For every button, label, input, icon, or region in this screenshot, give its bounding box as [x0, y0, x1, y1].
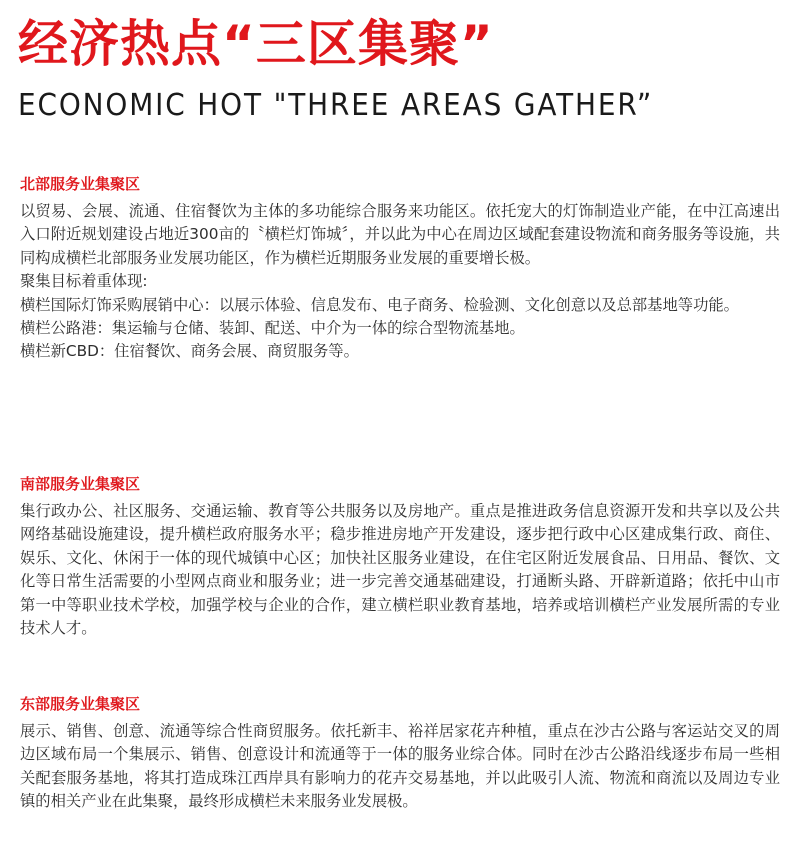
section-heading: 北部服务业集聚区: [20, 175, 141, 193]
goal-item-highway-port: 横栏公路港：集运输与仓储、装卸、配送、中介为一体的综合型物流基地。: [20, 319, 525, 338]
goal-item-new-cbd: 横栏新CBD：住宿餐饮、商务会展、商贸服务等。: [20, 342, 359, 361]
goal-item-lighting-center: 横栏国际灯饰采购展销中心：以展示体验、信息发布、电子商务、检验测、文化创意以及总部基地等功能。: [20, 295, 739, 314]
section-heading: 南部服务业集聚区: [20, 475, 141, 493]
goal-intro-line: 聚集目标着重体现:: [20, 272, 148, 291]
page-title: 经济热点“三区集聚”: [18, 15, 494, 73]
section-east-service-cluster: [20, 694, 780, 814]
section-south-service-cluster: [20, 474, 780, 640]
section-paragraph: 集行政办公、社区服务、交通运输、教育等公共服务以及房地产。重点是推进政务信息资源开发和共享以及公共网络基础设施建设，提升横栏政府服务水平；稳步推进房地产开发建设，逐步把行政中心区建成集行政、商住、娱乐、文化、休闲于一体的现代城镇中心区；加快社区服务业建设，在住宅区附近发展食品、日用品、餐饮、文化等日常生活需要的小型网点商业和服务业；进一步完善交通基础建设，打通断头路、开辟新道路；依托中山市第一中等职业技术学校，加强学校与企业的合作，建立横栏职业教育基地，培养或培训横栏产业发展所需的专业技术人才。: [20, 502, 780, 638]
section-paragraph: 展示、销售、创意、流通等综合性商贸服务。依托新丰、裕祥居家花卉种植，重点在沙古公路与客运站交叉的周边区域布局一个集展示、销售、创意设计和流通等于一体的服务业综合体。同时在沙古公路沿线逐步布局一些相关配套服务基地，将其打造成珠江西岸具有影响力的花卉交易基地，并以此吸引人流、物流和商流以及周边专业镇的相关产业在此集聚，最终形成横栏未来服务业发展极。: [20, 722, 780, 811]
page-subtitle-english: ECONOMIC HOT "THREE AREAS GATHER”: [18, 88, 654, 123]
section-heading: 东部服务业集聚区: [20, 695, 141, 713]
section-paragraph: 以贸易、会展、流通、住宿餐饮为主体的多功能综合服务来功能区。依托宠大的灯饰制造业产能，在中江高速出入口附近规划建设占地近300亩的〝横栏灯饰城〞，并以此为中心在周边区域配套建设物流和商务服务等设施，共同构成横栏北部服务业发展功能区，作为横栏近期服务业发展的重要增长极。: [20, 202, 780, 267]
section-north-service-cluster: [20, 174, 780, 364]
